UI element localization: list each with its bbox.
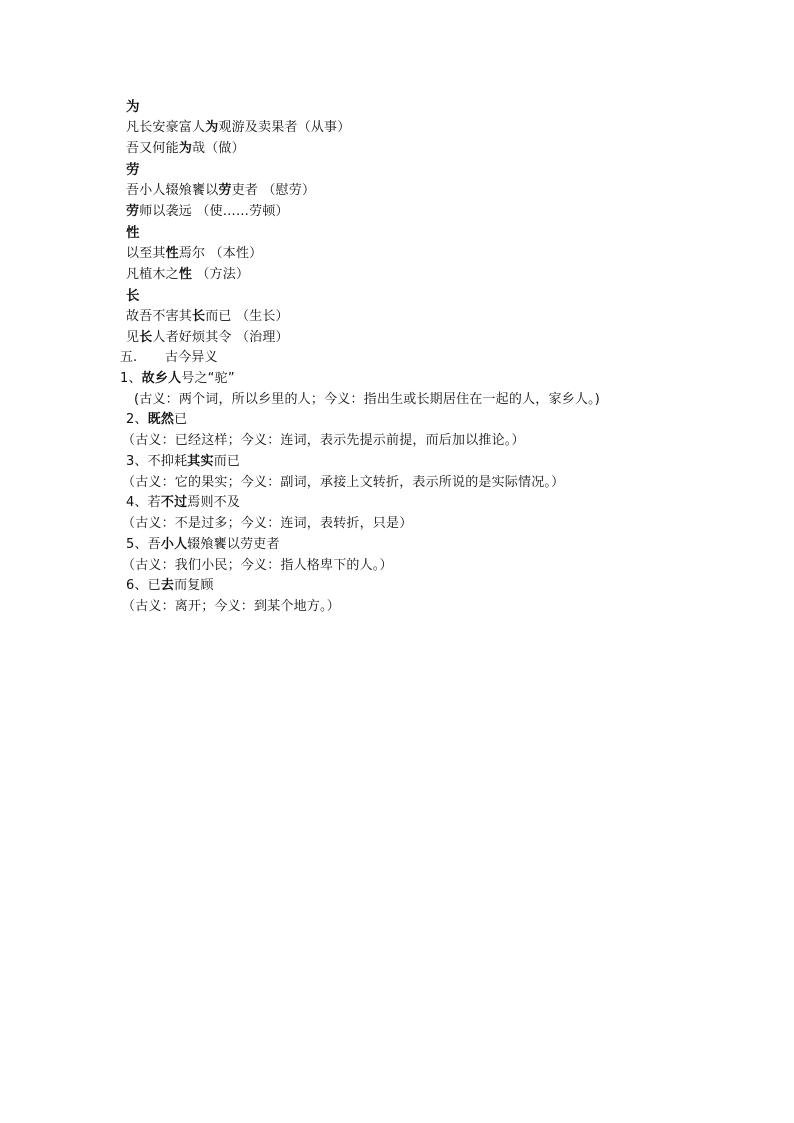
vocab-example	[126, 181, 315, 201]
vocab-heading-lao: 劳	[126, 162, 140, 178]
vocab-example	[126, 118, 350, 138]
example-text: 凡长安豪富人	[126, 120, 206, 135]
section-number: 五.	[120, 350, 138, 365]
example-text: 故吾不害其	[126, 309, 193, 324]
vocab-example	[126, 202, 289, 222]
item-text: 2、	[126, 412, 148, 427]
vocab-example	[126, 139, 245, 159]
list-item	[126, 452, 240, 472]
item-text: 而已	[213, 454, 241, 469]
item-keyword: 小人	[160, 537, 188, 552]
vocab-example	[126, 265, 249, 285]
list-item	[126, 576, 214, 596]
example-keyword: 劳	[218, 183, 232, 198]
example-text: 师以袭远 （使……劳顿）	[139, 204, 289, 219]
example-keyword: 为	[205, 120, 219, 135]
example-text: 吏者 （慰劳）	[231, 183, 316, 198]
item-keyword: 既然	[147, 412, 175, 427]
example-text: 观游及卖果者（从事）	[218, 120, 351, 135]
example-text: 吾小人辍飧饔以	[126, 183, 219, 198]
example-text: （方法）	[192, 267, 250, 282]
example-keyword: 长	[139, 330, 153, 345]
item-keyword: 不过	[160, 495, 188, 510]
item-gloss: （古义：已经这样；今义：连词，表示先提示前提，而后加以推论。）	[122, 433, 525, 448]
item-gloss: （古义：离开；今义：到某个地方。）	[122, 599, 340, 614]
example-keyword: 长	[192, 309, 206, 324]
list-item	[126, 493, 240, 513]
item-keyword: 其实	[187, 454, 214, 469]
list-item	[126, 535, 280, 555]
item-text: 6、已	[126, 578, 161, 593]
list-item	[120, 369, 235, 389]
vocab-heading-zhang: 长	[126, 288, 140, 304]
vocab-example	[126, 328, 289, 348]
item-keyword: 去	[160, 578, 175, 593]
example-keyword: 为	[178, 141, 193, 156]
example-text: 人者好烦其令 （治理）	[152, 330, 289, 345]
item-text: 1、	[120, 371, 142, 386]
item-text: 而复顾	[174, 578, 214, 593]
item-text: 5、吾	[126, 537, 161, 552]
vocab-example	[126, 244, 262, 264]
example-text: 而已 （生长）	[205, 309, 289, 324]
vocab-heading-wei: 为	[126, 99, 140, 115]
item-text: 焉则不及	[187, 495, 241, 510]
item-text: 号之“驼”	[181, 371, 235, 386]
example-text: 哉（做）	[192, 141, 245, 156]
item-gloss: （古义：不是过多；今义：连词，表转折，只是）	[122, 516, 413, 531]
vocab-example	[126, 307, 289, 327]
example-text: 以至其	[126, 246, 166, 261]
example-text: 吾又何能	[126, 141, 179, 156]
section-title: 古今异义	[165, 350, 218, 365]
example-keyword: 劳	[126, 204, 140, 219]
example-text: 焉尔 （本性）	[178, 246, 263, 261]
item-keyword: 故乡人	[141, 371, 182, 386]
example-keyword: 性	[178, 267, 193, 282]
item-text: 3、不抑耗	[126, 454, 188, 469]
item-text: 辍飧饔以劳吏者	[187, 537, 280, 552]
vocab-heading-xing: 性	[126, 225, 140, 241]
item-text: 已	[174, 412, 188, 427]
list-item	[126, 410, 187, 430]
example-keyword: 性	[165, 246, 179, 261]
example-text: 见	[126, 330, 140, 345]
item-gloss: (古义：两个词，所以乡里的人；今义：指出生或长期居住在一起的人，家乡人。)	[134, 392, 601, 407]
item-gloss: （古义：我们小民；今义：指人格卑下的人。）	[122, 558, 393, 573]
item-gloss: （古义：它的果实；今义：副词，承接上文转折，表示所说的是实际情况。）	[122, 475, 565, 490]
item-text: 4、若	[126, 495, 161, 510]
example-text: 凡植木之	[126, 267, 179, 282]
